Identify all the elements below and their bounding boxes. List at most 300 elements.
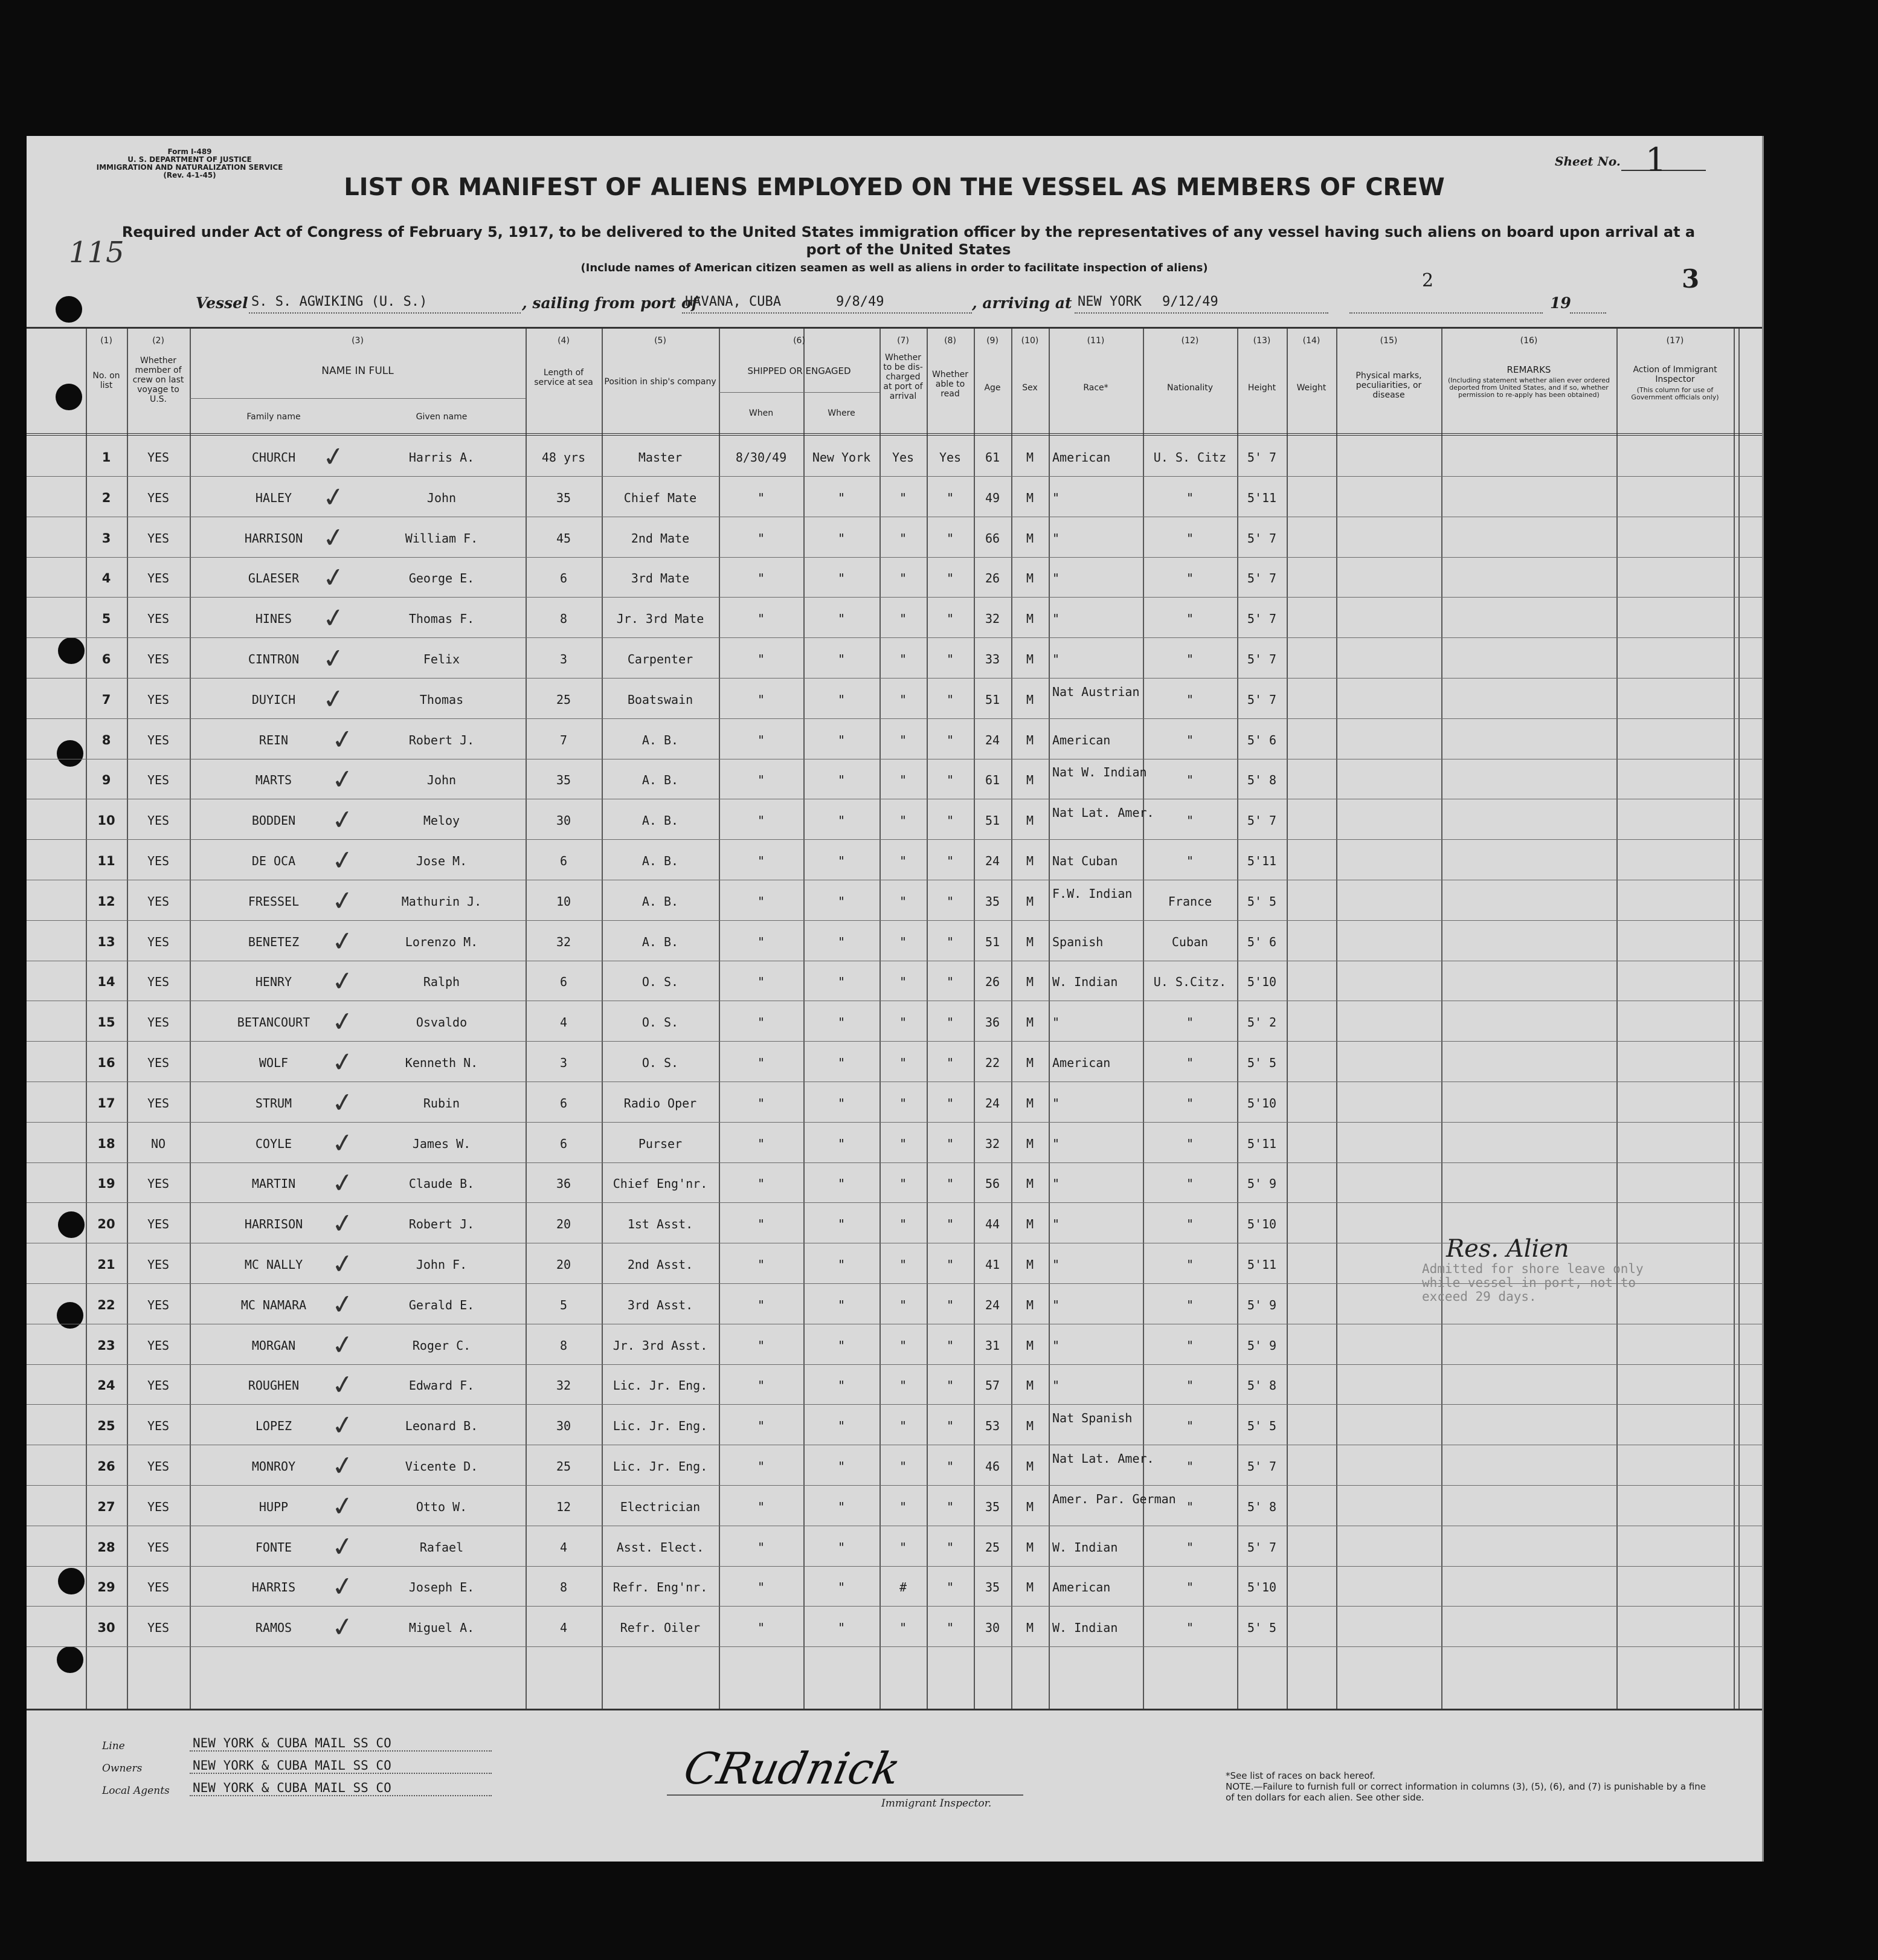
cell-read: " <box>946 854 954 868</box>
cell-service: 6 <box>559 571 568 586</box>
cell-position: O. S. <box>642 1015 679 1030</box>
cell-no: 30 <box>97 1620 115 1636</box>
cell-given: Vicente D. <box>405 1459 478 1474</box>
cell-family: BENETEZ <box>248 934 300 949</box>
cell-nationality: " <box>1186 1056 1194 1070</box>
table-row <box>27 760 1762 800</box>
manifest-sheet <box>27 136 1764 1862</box>
cell-given: James W. <box>412 1136 471 1151</box>
header-remarks-sub: (Including statement whether alien ever ordered deported from United States, and if so, whether permission to re-apply has been obtained) <box>1447 376 1610 399</box>
cell-nationality: " <box>1186 1217 1194 1232</box>
cell-discharged: " <box>899 652 907 666</box>
handwritten-mark: 3 <box>1682 264 1700 294</box>
cell-position: 3rd Asst. <box>627 1297 693 1312</box>
cell-age: 44 <box>985 1217 1000 1232</box>
cell-no: 10 <box>97 813 115 828</box>
cell-where: " <box>837 652 846 666</box>
cell-no: 23 <box>97 1338 115 1353</box>
cell-when: " <box>757 1257 765 1272</box>
cell-position: Jr. 3rd Mate <box>616 611 704 627</box>
cell-member: YES <box>147 773 170 788</box>
cell-nationality: " <box>1186 1499 1194 1514</box>
footer-line-label: Line <box>102 1740 125 1752</box>
handwritten-mark: 2 <box>1422 270 1434 291</box>
cell-where: " <box>837 1095 846 1111</box>
cell-age: 61 <box>985 773 1000 788</box>
header-length-service: Length of service at sea <box>534 368 593 387</box>
cell-height: 5' 7 <box>1247 571 1277 586</box>
cell-sex: M <box>1026 450 1034 465</box>
cell-nationality: " <box>1186 1338 1194 1353</box>
cell-race: W. Indian <box>1052 1620 1118 1636</box>
column-number: (2) <box>152 336 164 346</box>
handwritten-number: 115 <box>69 236 124 269</box>
check-mark-icon: ✓ <box>329 1167 356 1201</box>
cell-race: " <box>1052 1095 1060 1111</box>
cell-member: YES <box>147 732 170 747</box>
cell-age: 66 <box>985 530 1000 546</box>
cell-height: 5' 7 <box>1247 450 1277 465</box>
table-row <box>27 1608 1762 1648</box>
cell-nationality: " <box>1186 1378 1194 1393</box>
column-number: (4) <box>558 336 570 346</box>
cell-position: O. S. <box>642 1056 679 1070</box>
table-row <box>27 720 1762 760</box>
cell-race: " <box>1052 1257 1060 1272</box>
cell-position: Electrician <box>620 1499 701 1514</box>
table-row <box>27 882 1762 921</box>
cell-height: 5'11 <box>1247 490 1277 505</box>
check-mark-icon: ✓ <box>329 843 356 878</box>
cell-no: 21 <box>97 1257 115 1272</box>
cell-member: YES <box>147 1499 170 1514</box>
table-row <box>27 639 1762 679</box>
cell-family: CINTRON <box>248 652 300 666</box>
cell-member: YES <box>147 1095 170 1111</box>
cell-service: 10 <box>556 894 571 909</box>
cell-no: 29 <box>97 1580 115 1595</box>
cell-where: " <box>837 1015 846 1030</box>
check-mark-icon: ✓ <box>320 642 347 676</box>
cell-when: " <box>757 1378 765 1393</box>
cell-race: American <box>1052 1056 1111 1070</box>
cell-height: 5'10 <box>1247 1580 1277 1595</box>
cell-when: 8/30/49 <box>735 450 787 465</box>
check-mark-icon: ✓ <box>329 1489 356 1524</box>
column-number: (16) <box>1520 336 1538 346</box>
cell-discharged: " <box>899 975 907 990</box>
cell-height: 5' 8 <box>1247 1378 1277 1393</box>
cell-nationality: U. S.Citz. <box>1153 975 1227 990</box>
cell-sex: M <box>1026 894 1034 909</box>
cell-age: 51 <box>985 934 1000 949</box>
cell-age: 24 <box>985 1095 1000 1111</box>
cell-height: 5'10 <box>1247 975 1277 990</box>
cell-member: YES <box>147 1257 170 1272</box>
cell-nationality: " <box>1186 1459 1194 1474</box>
cell-race: " <box>1052 1176 1060 1191</box>
cell-position: Master <box>638 450 683 465</box>
header-age: Age <box>984 383 1001 393</box>
cell-no: 5 <box>101 611 111 627</box>
cell-discharged: " <box>899 732 907 747</box>
cell-sex: M <box>1026 1580 1034 1595</box>
cell-when: " <box>757 1176 765 1191</box>
cell-where: " <box>837 692 846 707</box>
cell-age: 32 <box>985 1136 1000 1151</box>
cell-read: " <box>946 1217 954 1232</box>
cell-discharged: " <box>899 571 907 586</box>
sheet-number: 1 <box>1645 141 1667 179</box>
cell-sex: M <box>1026 1136 1034 1151</box>
cell-when: " <box>757 1217 765 1232</box>
cell-position: Chief Eng'nr. <box>613 1176 708 1191</box>
cell-race: American <box>1052 732 1111 747</box>
cell-nationality: " <box>1186 611 1194 627</box>
cell-no: 15 <box>97 1015 115 1030</box>
cell-given: Osvaldo <box>416 1015 468 1030</box>
cell-height: 5' 5 <box>1247 1620 1277 1636</box>
cell-no: 28 <box>97 1539 115 1555</box>
instruction-note: (Include names of American citizen seamen as well as aliens in order to facilitate inspection of aliens) <box>580 262 1208 274</box>
column-number: (8) <box>944 336 956 346</box>
cell-given: Mathurin J. <box>401 894 482 909</box>
cell-nationality: " <box>1186 490 1194 505</box>
cell-height: 5' 7 <box>1247 813 1277 828</box>
column-number: (3) <box>352 336 364 346</box>
cell-age: 26 <box>985 571 1000 586</box>
cell-age: 61 <box>985 450 1000 465</box>
cell-discharged: " <box>899 1378 907 1393</box>
sailing-date: 9/8/49 <box>836 294 884 309</box>
cell-height: 5'11 <box>1247 854 1277 868</box>
cell-family: BETANCOURT <box>237 1015 310 1030</box>
cell-read: Yes <box>939 450 962 465</box>
cell-read: " <box>946 652 954 666</box>
cell-given: Rubin <box>423 1095 460 1111</box>
table-row <box>27 922 1762 962</box>
check-mark-icon: ✓ <box>329 1247 356 1281</box>
footer-owners-label: Owners <box>102 1762 143 1775</box>
cell-when: " <box>757 571 765 586</box>
check-mark-icon: ✓ <box>329 1328 356 1362</box>
cell-where: " <box>837 611 846 627</box>
cell-sex: M <box>1026 571 1034 586</box>
cell-family: HENRY <box>255 975 292 990</box>
cell-where: " <box>837 854 846 868</box>
cell-service: 20 <box>556 1257 571 1272</box>
cell-sex: M <box>1026 1176 1034 1191</box>
cell-race: W. Indian <box>1052 1539 1118 1555</box>
cell-height: 5' 9 <box>1247 1338 1277 1353</box>
cell-position: A. B. <box>642 813 679 828</box>
cell-age: 33 <box>985 652 1000 666</box>
cell-read: " <box>946 692 954 707</box>
cell-service: 36 <box>556 1176 571 1191</box>
cell-given: Robert J. <box>408 732 475 747</box>
cell-race: " <box>1052 611 1060 627</box>
inspector-label: Immigrant Inspector. <box>881 1797 992 1810</box>
cell-member: YES <box>147 1580 170 1595</box>
cell-when: " <box>757 975 765 990</box>
cell-family: REIN <box>259 732 289 747</box>
cell-height: 5' 5 <box>1247 894 1277 909</box>
cell-discharged: " <box>899 1257 907 1272</box>
cell-member: YES <box>147 1378 170 1393</box>
cell-sex: M <box>1026 1015 1034 1030</box>
cell-position: A. B. <box>642 773 679 788</box>
cell-sex: M <box>1026 732 1034 747</box>
table-row <box>27 1406 1762 1446</box>
cell-sex: M <box>1026 1620 1034 1636</box>
cell-family: MC NAMARA <box>240 1297 307 1312</box>
header-given-name: Given name <box>416 412 468 422</box>
header-able-read: Whether able to read <box>931 370 969 399</box>
cell-position: Lic. Jr. Eng. <box>613 1459 708 1474</box>
cell-position: Boatswain <box>627 692 693 707</box>
year-line <box>1570 312 1606 314</box>
arriving-date: 9/12/49 <box>1162 294 1218 309</box>
cell-sex: M <box>1026 692 1034 707</box>
cell-position: Lic. Jr. Eng. <box>613 1419 708 1434</box>
cell-nationality: " <box>1186 1419 1194 1434</box>
check-mark-icon: ✓ <box>329 1408 356 1443</box>
sailing-line <box>682 312 972 314</box>
cell-where: " <box>837 571 846 586</box>
cell-position: Purser <box>638 1136 683 1151</box>
cell-family: HARRISON <box>244 1217 303 1232</box>
cell-member: YES <box>147 490 170 505</box>
cell-nationality: " <box>1186 571 1194 586</box>
arriving-line <box>1075 312 1328 314</box>
footnote <box>1226 1770 1709 1803</box>
cell-member: YES <box>147 450 170 465</box>
cell-race: " <box>1052 490 1060 505</box>
sailing-port: HAVANA, CUBA <box>685 294 781 309</box>
header-nationality: Nationality <box>1166 383 1213 393</box>
footnote-penalty: NOTE.—Failure to furnish full or correct information in columns (3), (5), (6), and (7) is punishable by a fine of ten dollars for each alien. See other side. <box>1226 1781 1706 1803</box>
cell-member: YES <box>147 652 170 666</box>
cell-sex: M <box>1026 975 1034 990</box>
cell-service: 7 <box>559 732 568 747</box>
cell-service: 4 <box>559 1620 568 1636</box>
page-title: LIST OR MANIFEST OF ALIENS EMPLOYED ON THE VESSEL AS MEMBERS OF CREW <box>344 173 1445 201</box>
cell-family: MARTIN <box>251 1176 296 1191</box>
cell-given: Otto W. <box>416 1499 468 1514</box>
cell-no: 12 <box>97 894 115 909</box>
cell-race: Nat W. Indian <box>1052 765 1147 780</box>
cell-given: John <box>426 490 457 505</box>
cell-service: 6 <box>559 975 568 990</box>
cell-given: Kenneth N. <box>405 1056 478 1070</box>
cell-discharged: " <box>899 894 907 909</box>
check-mark-icon: ✓ <box>329 924 356 958</box>
sheet-label: Sheet No. <box>1555 154 1621 169</box>
cell-given: Meloy <box>423 813 460 828</box>
cell-read: " <box>946 773 954 788</box>
cell-sex: M <box>1026 1539 1034 1555</box>
cell-service: 45 <box>556 530 571 546</box>
cell-family: HUPP <box>259 1499 289 1514</box>
cell-family: MORGAN <box>251 1338 296 1353</box>
column-number: (7) <box>897 336 909 346</box>
cell-where: " <box>837 1620 846 1636</box>
cell-family: HARRIS <box>251 1580 296 1595</box>
cell-read: " <box>946 530 954 546</box>
footer-owners-value: NEW YORK & CUBA MAIL SS CO <box>193 1758 391 1773</box>
cell-service: 32 <box>556 1378 571 1393</box>
subtitle: Required under Act of Congress of February 5, 1917, to be delivered to the United States immigration officer by the representatives of any vessel having such aliens on board upon arrival at a port of the United States <box>121 224 1696 258</box>
cell-race: " <box>1052 530 1060 546</box>
footnote-races: *See list of races on back hereof. <box>1226 1770 1375 1781</box>
cell-discharged: " <box>899 813 907 828</box>
cell-family: CHURCH <box>251 450 296 465</box>
cell-age: 35 <box>985 1580 1000 1595</box>
cell-service: 25 <box>556 1459 571 1474</box>
cell-no: 17 <box>97 1095 115 1111</box>
cell-age: 22 <box>985 1056 1000 1070</box>
cell-given: John F. <box>416 1257 468 1272</box>
cell-discharged: " <box>899 530 907 546</box>
arriving-label: , arriving at <box>972 294 1072 312</box>
cell-read: " <box>946 1459 954 1474</box>
cell-discharged: " <box>899 1176 907 1191</box>
check-mark-icon: ✓ <box>329 1610 356 1645</box>
cell-no: 18 <box>97 1136 115 1151</box>
table-row <box>27 1083 1762 1123</box>
cell-sex: M <box>1026 854 1034 868</box>
cell-where: " <box>837 490 846 505</box>
cell-age: 24 <box>985 732 1000 747</box>
cell-given: Leonard B. <box>405 1419 478 1434</box>
cell-age: 24 <box>985 1297 1000 1312</box>
cell-given: Roger C. <box>412 1338 471 1353</box>
check-mark-icon: ✓ <box>329 723 356 756</box>
cell-read: " <box>946 975 954 990</box>
cell-given: Miguel A. <box>408 1620 475 1636</box>
table-row <box>27 478 1762 518</box>
cell-height: 5' 7 <box>1247 652 1277 666</box>
cell-no: 22 <box>97 1297 115 1312</box>
cell-nationality: " <box>1186 692 1194 707</box>
table-row <box>27 1487 1762 1527</box>
cell-family: ROUGHEN <box>248 1378 300 1393</box>
cell-no: 7 <box>101 692 111 707</box>
cell-position: O. S. <box>642 975 679 990</box>
cell-service: 8 <box>559 1580 568 1595</box>
cell-height: 5' 7 <box>1247 530 1277 546</box>
date-line <box>1349 312 1543 314</box>
cell-when: " <box>757 652 765 666</box>
cell-family: MC NALLY <box>244 1257 303 1272</box>
cell-age: 51 <box>985 692 1000 707</box>
check-mark-icon: ✓ <box>329 1005 356 1039</box>
cell-no: 13 <box>97 934 115 949</box>
cell-service: 3 <box>559 1056 568 1070</box>
cell-nationality: " <box>1186 1257 1194 1272</box>
cell-age: 35 <box>985 1499 1000 1514</box>
column-number: (14) <box>1302 336 1320 346</box>
cell-family: STRUM <box>255 1095 292 1111</box>
footer-line-underline <box>190 1750 492 1752</box>
cell-no: 9 <box>101 773 111 788</box>
cell-when: " <box>757 1136 765 1151</box>
cell-sex: M <box>1026 1378 1034 1393</box>
cell-service: 35 <box>556 773 571 788</box>
cell-where: New York <box>812 450 871 465</box>
cell-member: YES <box>147 530 170 546</box>
cell-race: Nat Austrian <box>1052 684 1140 699</box>
cell-service: 8 <box>559 611 568 627</box>
cell-discharged: " <box>899 611 907 627</box>
cell-race: American <box>1052 450 1111 465</box>
cell-discharged: " <box>899 1015 907 1030</box>
cell-discharged: " <box>899 1419 907 1434</box>
cell-member: YES <box>147 934 170 949</box>
remark-stamp: Admitted for shore leave only while vessel in port, not to exceed 29 days. <box>1422 1262 1644 1304</box>
cell-member: YES <box>147 975 170 990</box>
column-number: (13) <box>1253 336 1271 346</box>
cell-age: 31 <box>985 1338 1000 1353</box>
cell-discharged: " <box>899 1539 907 1555</box>
table-row <box>27 558 1762 598</box>
cell-height: 5'10 <box>1247 1095 1277 1111</box>
cell-when: " <box>757 773 765 788</box>
cell-race: Spanish <box>1052 934 1104 949</box>
cell-service: 3 <box>559 652 568 666</box>
cell-sex: M <box>1026 773 1034 788</box>
cell-position: Lic. Jr. Eng. <box>613 1378 708 1393</box>
cell-race: W. Indian <box>1052 975 1118 990</box>
cell-service: 5 <box>559 1297 568 1312</box>
cell-age: 57 <box>985 1378 1000 1393</box>
cell-race: Amer. Par. German <box>1052 1491 1176 1506</box>
cell-member: YES <box>147 1056 170 1070</box>
cell-service: 6 <box>559 854 568 868</box>
cell-family: HALEY <box>255 490 292 505</box>
cell-read: " <box>946 732 954 747</box>
cell-discharged: " <box>899 773 907 788</box>
cell-member: NO <box>150 1136 166 1151</box>
cell-discharged: " <box>899 1338 907 1353</box>
cell-read: " <box>946 1338 954 1353</box>
table-row <box>27 841 1762 881</box>
cell-race: Nat Cuban <box>1052 854 1118 868</box>
cell-height: 5' 9 <box>1247 1176 1277 1191</box>
inspector-signature: CRudnick <box>680 1743 905 1794</box>
cell-sex: M <box>1026 1056 1034 1070</box>
cell-given: Thomas F. <box>408 611 475 627</box>
cell-family: FRESSEL <box>248 894 300 909</box>
header-physical: Physical marks, peculiarities, or disease <box>1355 371 1422 400</box>
cell-given: Ralph <box>423 975 460 990</box>
cell-read: " <box>946 1176 954 1191</box>
cell-sex: M <box>1026 1338 1034 1353</box>
cell-sex: M <box>1026 530 1034 546</box>
cell-member: YES <box>147 1338 170 1353</box>
header-weight: Weight <box>1296 383 1326 393</box>
cell-where: " <box>837 1419 846 1434</box>
header-when: When <box>748 408 774 418</box>
cell-given: William F. <box>405 530 478 546</box>
cell-where: " <box>837 773 846 788</box>
cell-family: RAMOS <box>255 1620 292 1636</box>
cell-member: YES <box>147 854 170 868</box>
cell-age: 53 <box>985 1419 1000 1434</box>
cell-service: 30 <box>556 1419 571 1434</box>
header-action: Action of Immigrant Inspector <box>1633 365 1717 384</box>
check-mark-icon: ✓ <box>320 601 347 636</box>
